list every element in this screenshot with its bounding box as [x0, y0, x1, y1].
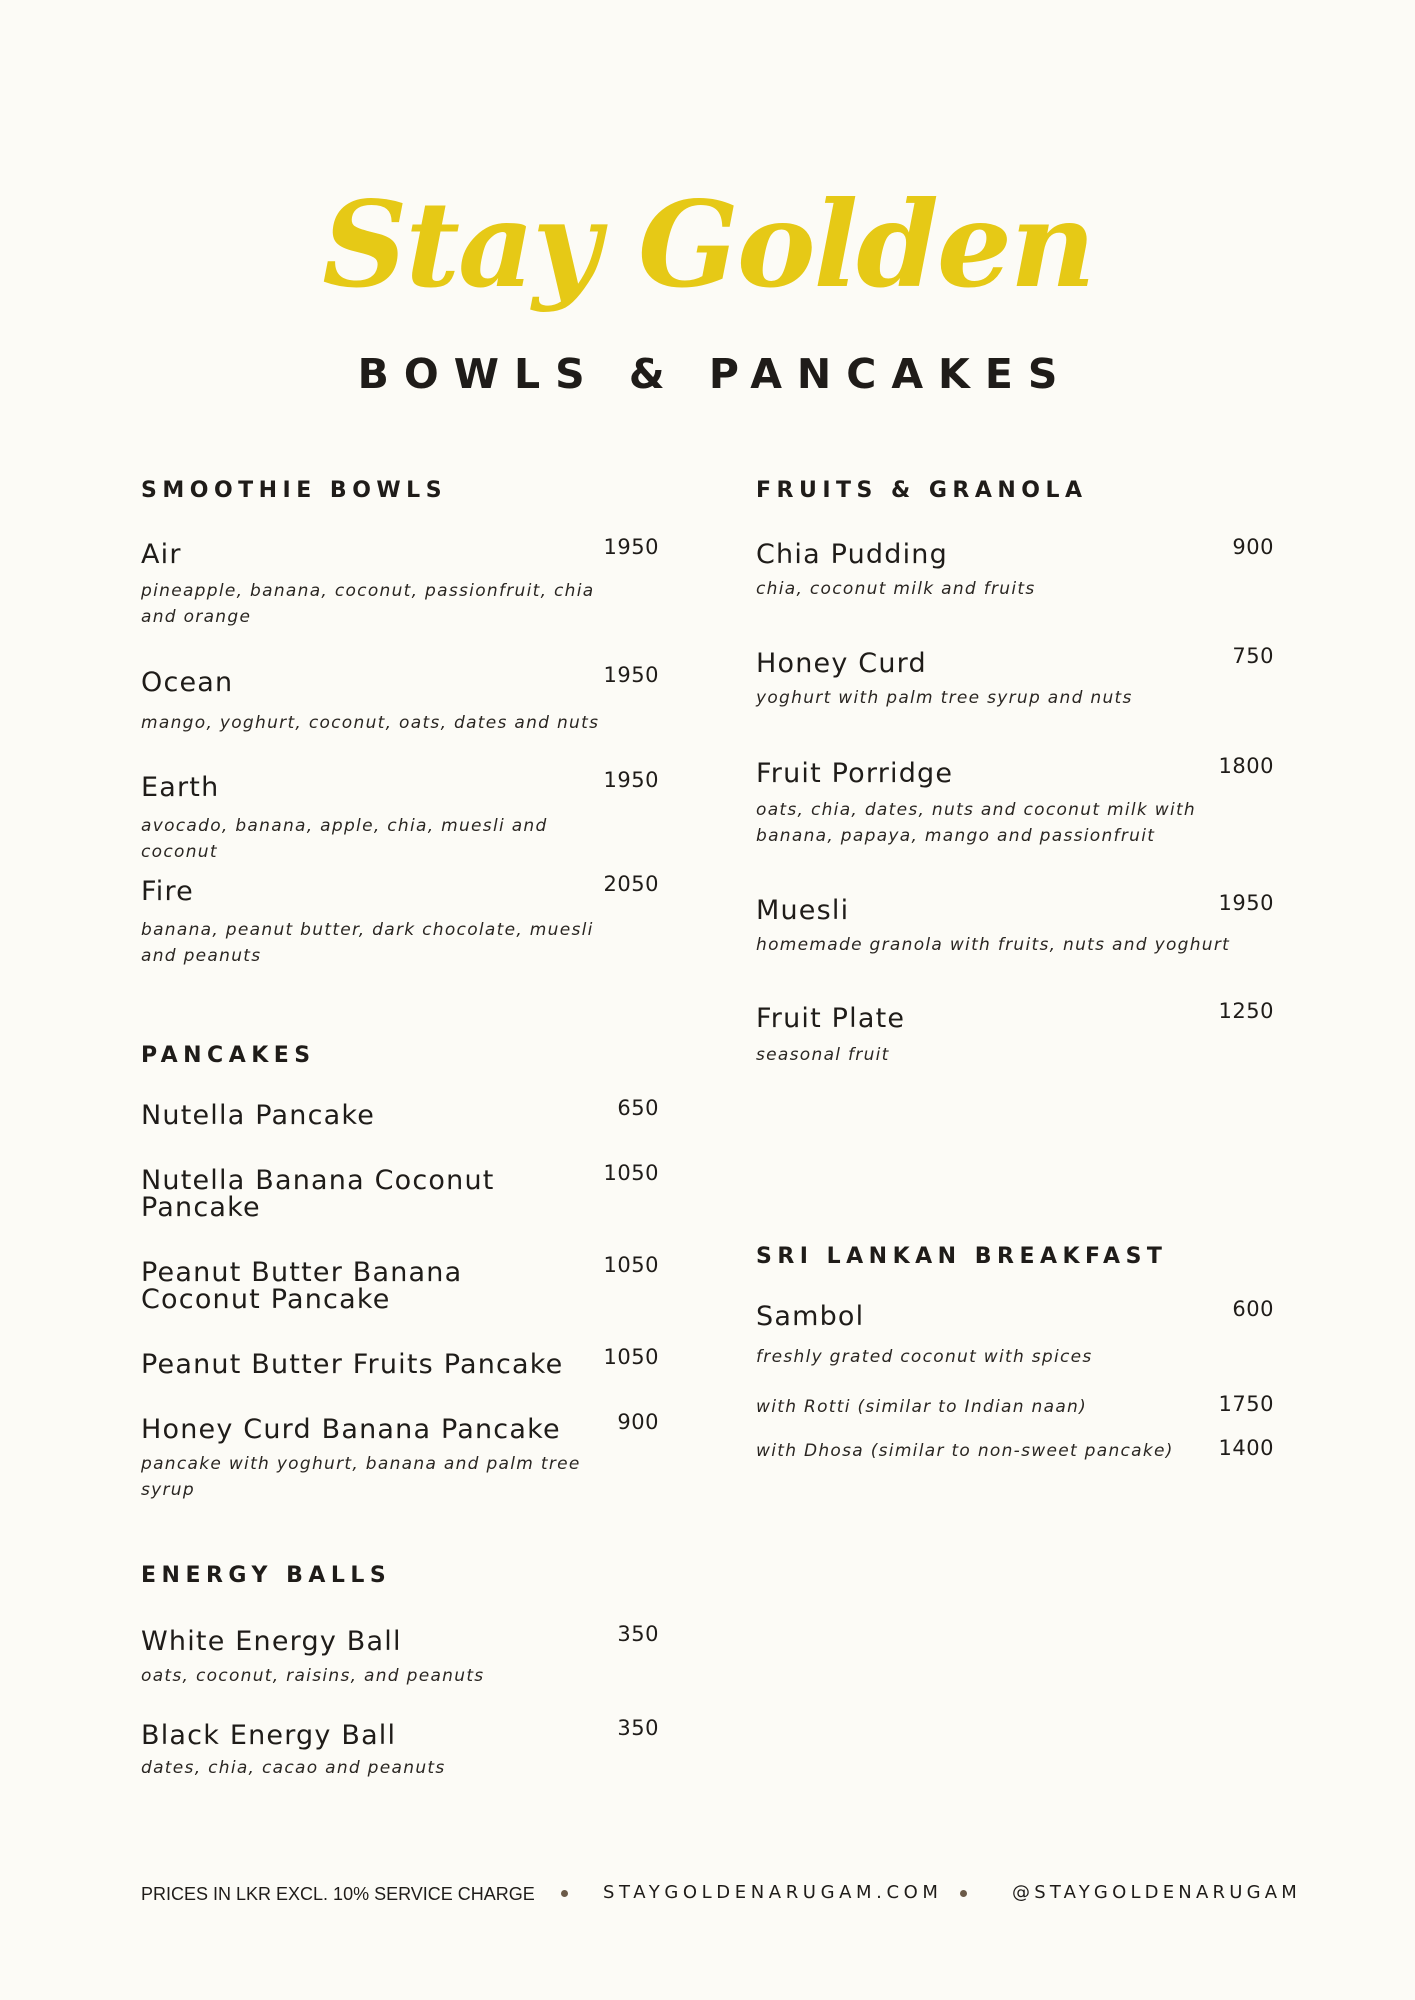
- item-name: Peanut Butter Banana Coconut Pancake: [141, 1257, 463, 1315]
- item-name: Fruit Plate: [756, 1003, 906, 1034]
- item-description: pineapple, banana, coconut, passionfruit, chia and orange: [141, 581, 595, 627]
- item-price: 1250: [1218, 999, 1274, 1023]
- item-description: homemade granola with fruits, nuts and yoghurt: [756, 935, 1231, 955]
- item-price: 1950: [1218, 891, 1274, 915]
- section-title-fruits-granola: FRUITS & GRANOLA: [756, 478, 1088, 503]
- menu-item-honey-curd-banana-pancake: [141, 1410, 659, 1503]
- item-description: oats, chia, dates, nuts and coconut milk with banana, papaya, mango and passionfruit: [756, 800, 1197, 846]
- item-name: Nutella Pancake: [141, 1100, 376, 1131]
- menu-item-peanut-butter-fruits-pancake: [141, 1345, 659, 1380]
- option-price: 1750: [1218, 1392, 1274, 1416]
- item-price: 1050: [603, 1161, 659, 1185]
- menu-item-sambol: [756, 1297, 1274, 1370]
- item-price: 1050: [603, 1253, 659, 1277]
- item-name: White Energy Ball: [141, 1626, 402, 1657]
- item-description: banana, peanut butter, dark chocolate, muesli and peanuts: [141, 920, 594, 966]
- item-name: Fruit Porridge: [756, 758, 954, 789]
- option-price: 1400: [1218, 1436, 1274, 1460]
- menu-item-white-energy-ball: [141, 1622, 659, 1689]
- item-price: 1950: [603, 535, 659, 559]
- item-description: oats, coconut, raisins, and peanuts: [141, 1666, 485, 1686]
- separator-dot-icon: [960, 1890, 967, 1897]
- item-description: pancake with yoghurt, banana and palm tree syrup: [141, 1454, 581, 1500]
- item-description: mango, yoghurt, coconut, oats, dates and nuts: [141, 713, 600, 733]
- brand-name: Stay Golden: [321, 175, 1094, 314]
- item-price: 650: [617, 1096, 659, 1120]
- menu-item-nutella-pancake: [141, 1096, 659, 1131]
- section-title-pancakes: PANCAKES: [141, 1043, 316, 1068]
- footer-price-note: PRICES IN LKR EXCL. 10% SERVICE CHARGE: [141, 1884, 535, 1904]
- sambol-option-rotti: [756, 1394, 1274, 1420]
- footer-social-handle[interactable]: @STAYGOLDENARUGAM: [1012, 1882, 1301, 1903]
- option-description: with Dhosa (similar to non-sweet pancake): [756, 1441, 1174, 1461]
- item-price: 350: [617, 1622, 659, 1646]
- footer: [0, 1882, 1415, 1908]
- item-price: 1950: [603, 768, 659, 792]
- item-name: Fire: [141, 876, 194, 907]
- footer-website-link[interactable]: STAYGOLDENARUGAM.COM: [603, 1882, 943, 1903]
- item-name: Muesli: [756, 895, 850, 926]
- item-name: Earth: [141, 772, 220, 803]
- item-name: Honey Curd: [756, 648, 927, 679]
- item-description: avocado, banana, apple, chia, muesli and coconut: [141, 816, 548, 862]
- item-price: 600: [1232, 1297, 1274, 1321]
- section-title-smoothie-bowls: SMOOTHIE BOWLS: [141, 478, 448, 503]
- item-price: 750: [1232, 644, 1274, 668]
- item-name: Sambol: [756, 1301, 865, 1332]
- item-price: 1800: [1218, 754, 1274, 778]
- item-name: Air: [141, 539, 182, 570]
- item-price: 350: [617, 1716, 659, 1740]
- menu-subtitle: BOWLS & PANCAKES: [357, 350, 1073, 398]
- item-price: 2050: [603, 872, 659, 896]
- section-title-sri-lankan-breakfast: SRI LANKAN BREAKFAST: [756, 1244, 1168, 1269]
- item-name: Honey Curd Banana Pancake: [141, 1414, 561, 1445]
- item-name: Nutella Banana Coconut Pancake: [141, 1165, 495, 1223]
- item-price: 1950: [603, 663, 659, 687]
- section-title-energy-balls: ENERGY BALLS: [141, 1563, 392, 1588]
- menu-item-nutella-banana-coconut-pancake: [141, 1161, 659, 1223]
- menu-item-black-energy-ball: [141, 1716, 659, 1781]
- item-price: 1050: [603, 1345, 659, 1369]
- menu-item-peanut-butter-banana-coconut-pancake: [141, 1253, 659, 1315]
- brand-logo: [0, 168, 1415, 338]
- menu-item-fire: [141, 872, 659, 969]
- item-description: dates, chia, cacao and peanuts: [141, 1758, 446, 1778]
- menu-item-fruit-porridge: [756, 754, 1274, 849]
- menu-item-earth: [141, 768, 659, 865]
- item-description: chia, coconut milk and fruits: [756, 579, 1036, 599]
- item-name: Ocean: [141, 667, 234, 698]
- sambol-option-dhosa: [756, 1438, 1274, 1464]
- menu-item-muesli: [756, 891, 1274, 958]
- stay-golden-wordmark: [318, 168, 1098, 338]
- menu-item-ocean: [141, 663, 659, 736]
- item-name: Black Energy Ball: [141, 1720, 397, 1751]
- menu-item-fruit-plate: [756, 999, 1274, 1068]
- item-price: 900: [1232, 535, 1274, 559]
- item-description: seasonal fruit: [756, 1045, 890, 1065]
- separator-dot-icon: [561, 1890, 568, 1897]
- menu-item-chia-pudding: [756, 535, 1274, 602]
- option-description: with Rotti (similar to Indian naan): [756, 1397, 1088, 1417]
- item-name: Chia Pudding: [756, 539, 948, 570]
- menu-item-honey-curd: [756, 644, 1274, 711]
- item-price: 900: [617, 1410, 659, 1434]
- item-description: freshly grated coconut with spices: [756, 1347, 1093, 1367]
- menu-item-air: [141, 535, 659, 630]
- item-name: Peanut Butter Fruits Pancake: [141, 1349, 564, 1380]
- item-description: yoghurt with palm tree syrup and nuts: [756, 688, 1133, 708]
